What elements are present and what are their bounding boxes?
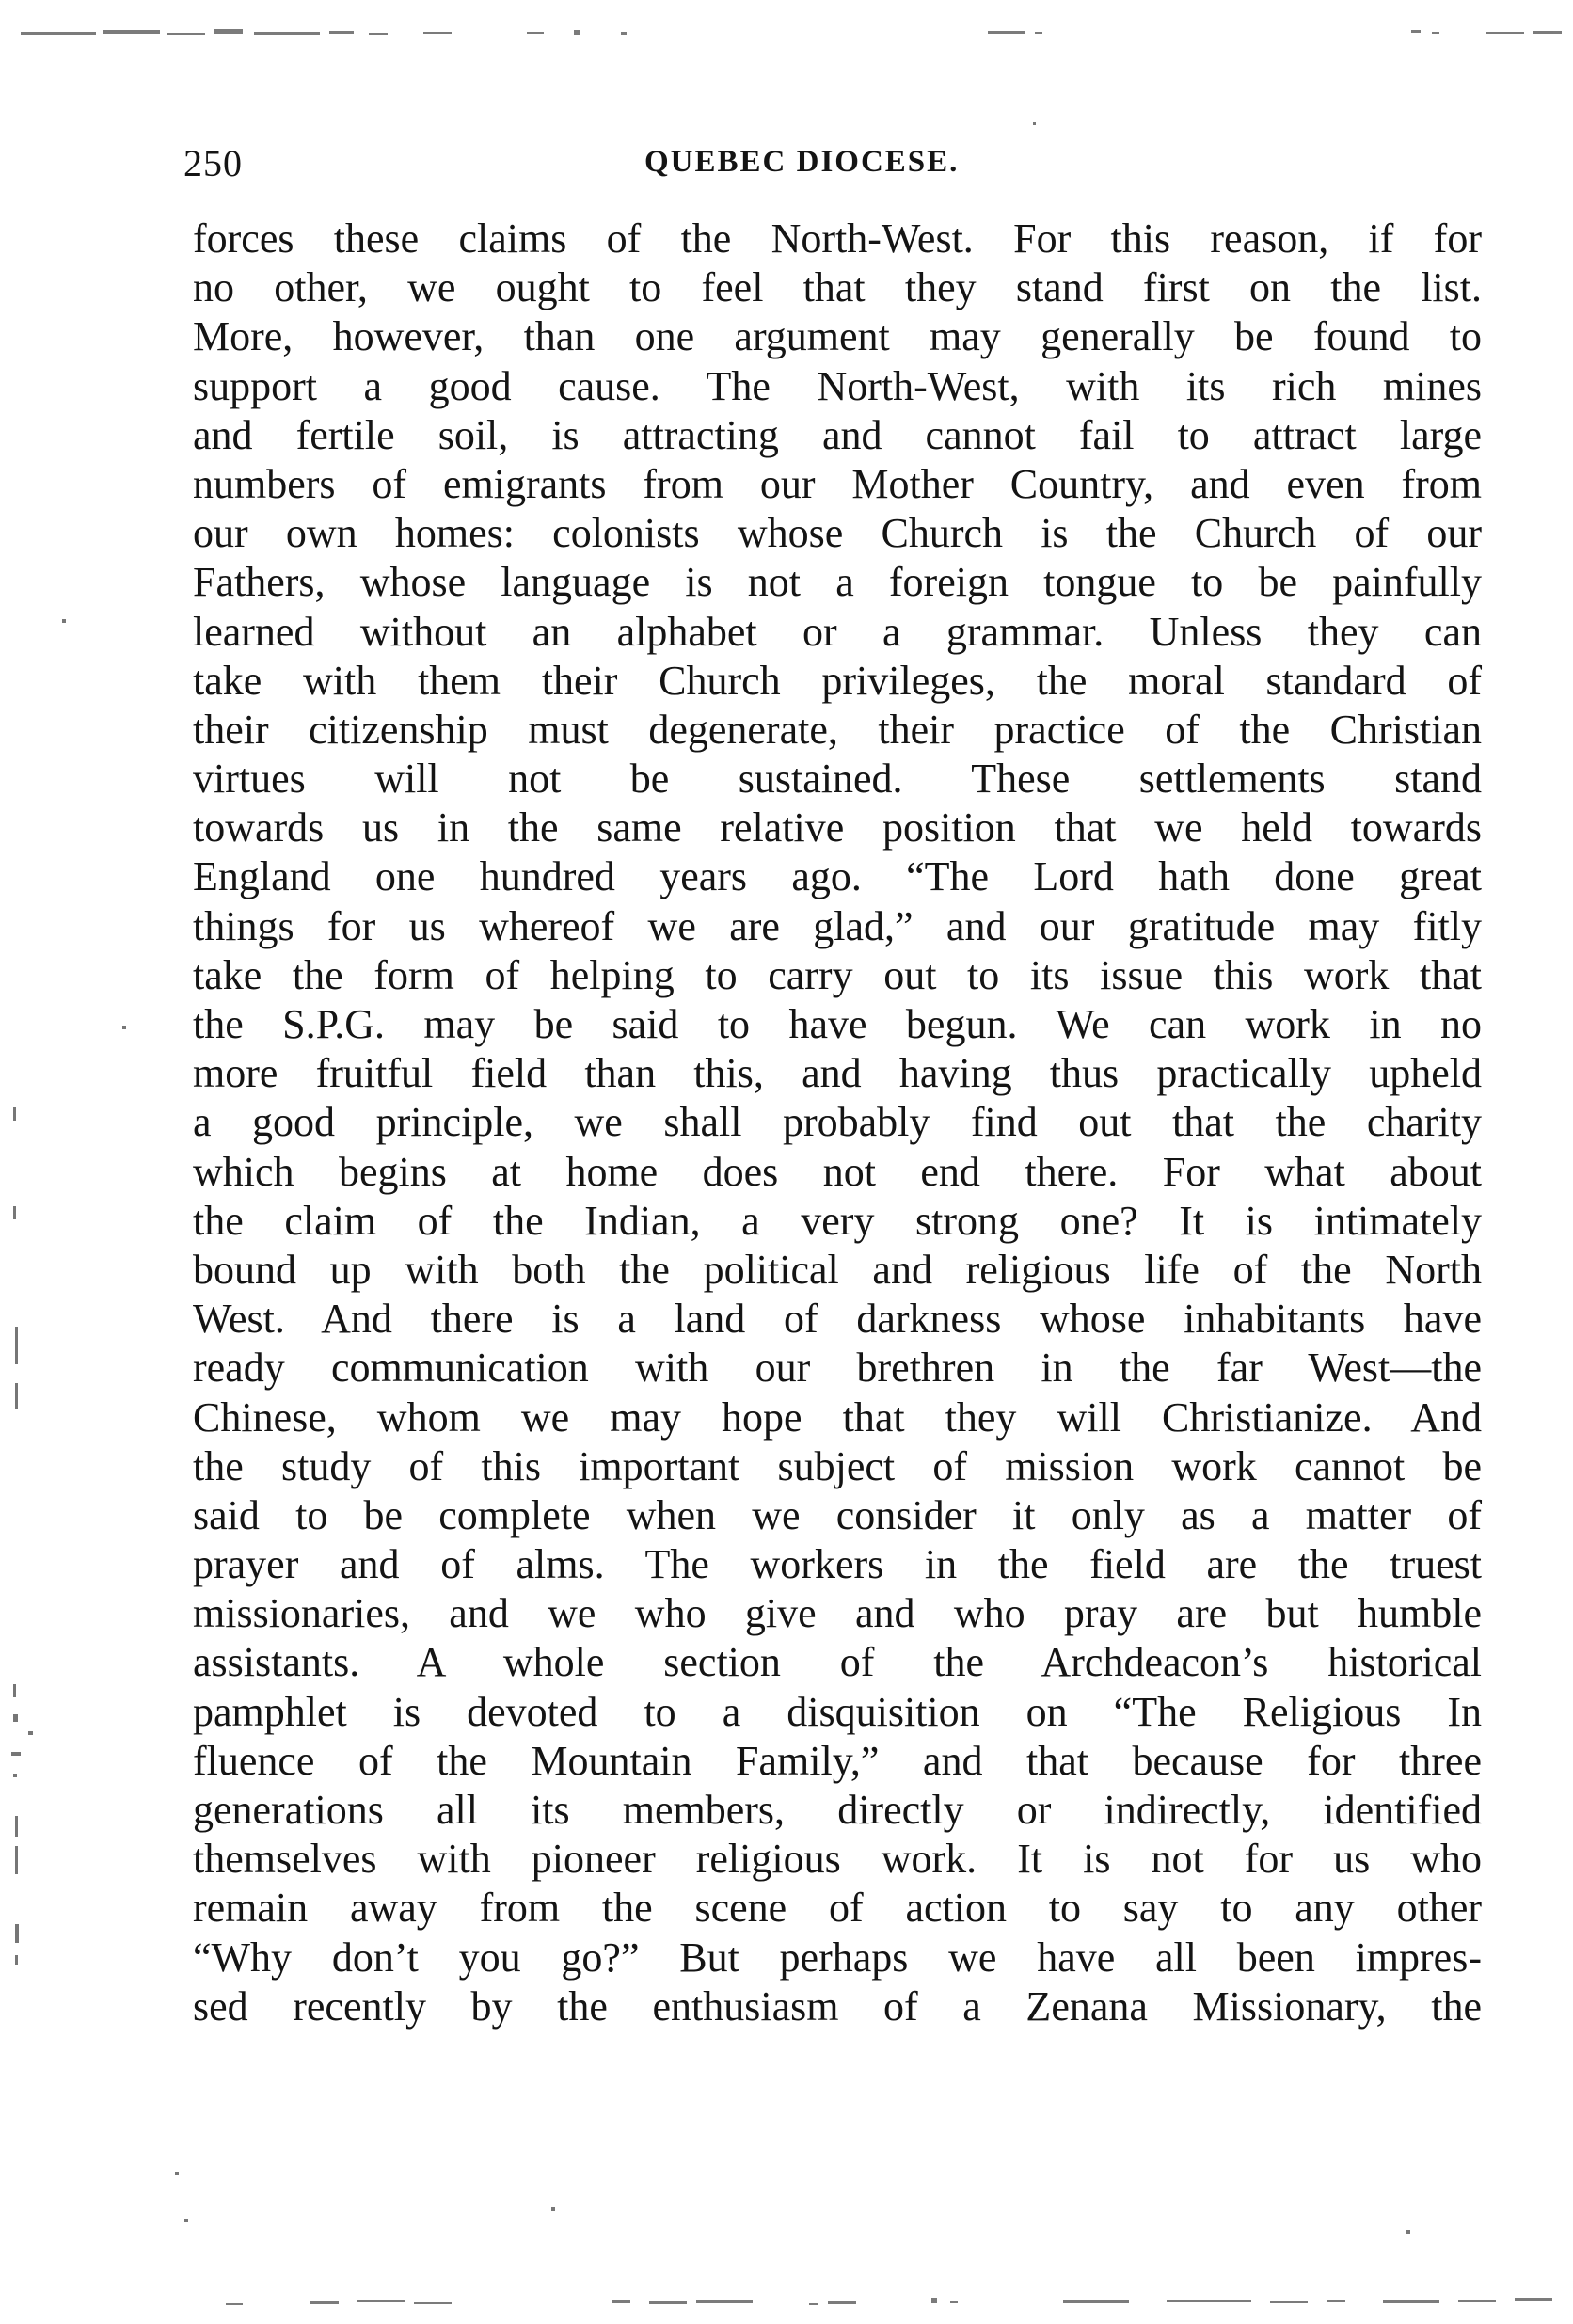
text-line: generations all its members, directly or indirectly, identified xyxy=(193,1787,1482,1833)
text-line: take the form of helping to carry out to its issue this work that xyxy=(193,951,1482,998)
text-line: learned without an alphabet or a grammar. Unless they can xyxy=(193,608,1482,655)
text-line: the claim of the Indian, a very strong one? It is intimately xyxy=(193,1197,1482,1244)
text-line: no other, we ought to feel that they stand first on the list. xyxy=(193,264,1482,311)
text-line: assistants. A whole section of the Archdeacon’s historical xyxy=(193,1639,1482,1686)
text-line: prayer and of alms. The workers in the field are the truest xyxy=(193,1541,1482,1588)
text-line: missionaries, and we who give and who pray are but humble xyxy=(193,1590,1482,1637)
text-line: things for us whereof we are glad,” and our gratitude may fitly xyxy=(193,902,1482,949)
text-line: bound up with both the political and religious life of the North xyxy=(193,1246,1482,1293)
text-line: “Why don’t you go?” But perhaps we have all been impres- xyxy=(193,1934,1482,1981)
body-text xyxy=(193,215,1482,2031)
text-line: a good principle, we shall probably find out that the charity xyxy=(193,1099,1482,1146)
text-line: said to be complete when we consider it only as a matter of xyxy=(193,1491,1482,1538)
text-line: More, however, than one argument may generally be found to xyxy=(193,313,1482,360)
text-line: and fertile soil, is attracting and cannot fail to attract large xyxy=(193,411,1482,458)
text-line: fluence of the Mountain Family,” and that because for three xyxy=(193,1737,1482,1784)
text-line: more fruitful field than this, and having thus practically upheld xyxy=(193,1050,1482,1097)
text-line: themselves with pioneer religious work. It is not for us who xyxy=(193,1836,1482,1883)
text-line: take with them their Church privileges, the moral standard of xyxy=(193,657,1482,704)
text-line: ready communication with our brethren in the far West—the xyxy=(193,1345,1482,1392)
text-line: forces these claims of the North-West. For this reason, if for xyxy=(193,215,1482,262)
text-line: their citizenship must degenerate, their practice of the Christian xyxy=(193,706,1482,753)
text-line: virtues will not be sustained. These settlements stand xyxy=(193,756,1482,803)
page-title: QUEBEC DIOCESE. xyxy=(644,145,960,179)
text-line: West. And there is a land of darkness whose inhabitants have xyxy=(193,1296,1482,1343)
text-line: the S.P.G. may be said to have begun. We can work in no xyxy=(193,1001,1482,1047)
page-number: 250 xyxy=(183,142,243,184)
running-head xyxy=(183,141,1482,188)
text-line: sed recently by the enthusiasm of a Zenana Missionary, the xyxy=(193,1982,1482,2030)
text-line: towards us in the same relative position that we held towards xyxy=(193,804,1482,852)
text-line: Fathers, whose language is not a foreign tongue to be painfully xyxy=(193,559,1482,606)
text-line: Chinese, whom we may hope that they will Christianize. And xyxy=(193,1393,1482,1441)
text-line: England one hundred years ago. “The Lord hath done great xyxy=(193,853,1482,900)
text-line: the study of this important subject of mission work cannot be xyxy=(193,1442,1482,1489)
text-line: our own homes: colonists whose Church is the Church of our xyxy=(193,510,1482,557)
text-line: which begins at home does not end there. For what about xyxy=(193,1148,1482,1195)
text-line: remain away from the scene of action to say to any other xyxy=(193,1885,1482,1932)
text-line: pamphlet is devoted to a disquisition on “The Religious In xyxy=(193,1688,1482,1735)
text-line: numbers of emigrants from our Mother Country, and even from xyxy=(193,460,1482,507)
scan-noise-top xyxy=(0,21,1573,49)
text-line: support a good cause. The North-West, with its rich mines xyxy=(193,362,1482,409)
scan-noise-bottom xyxy=(0,2277,1573,2324)
